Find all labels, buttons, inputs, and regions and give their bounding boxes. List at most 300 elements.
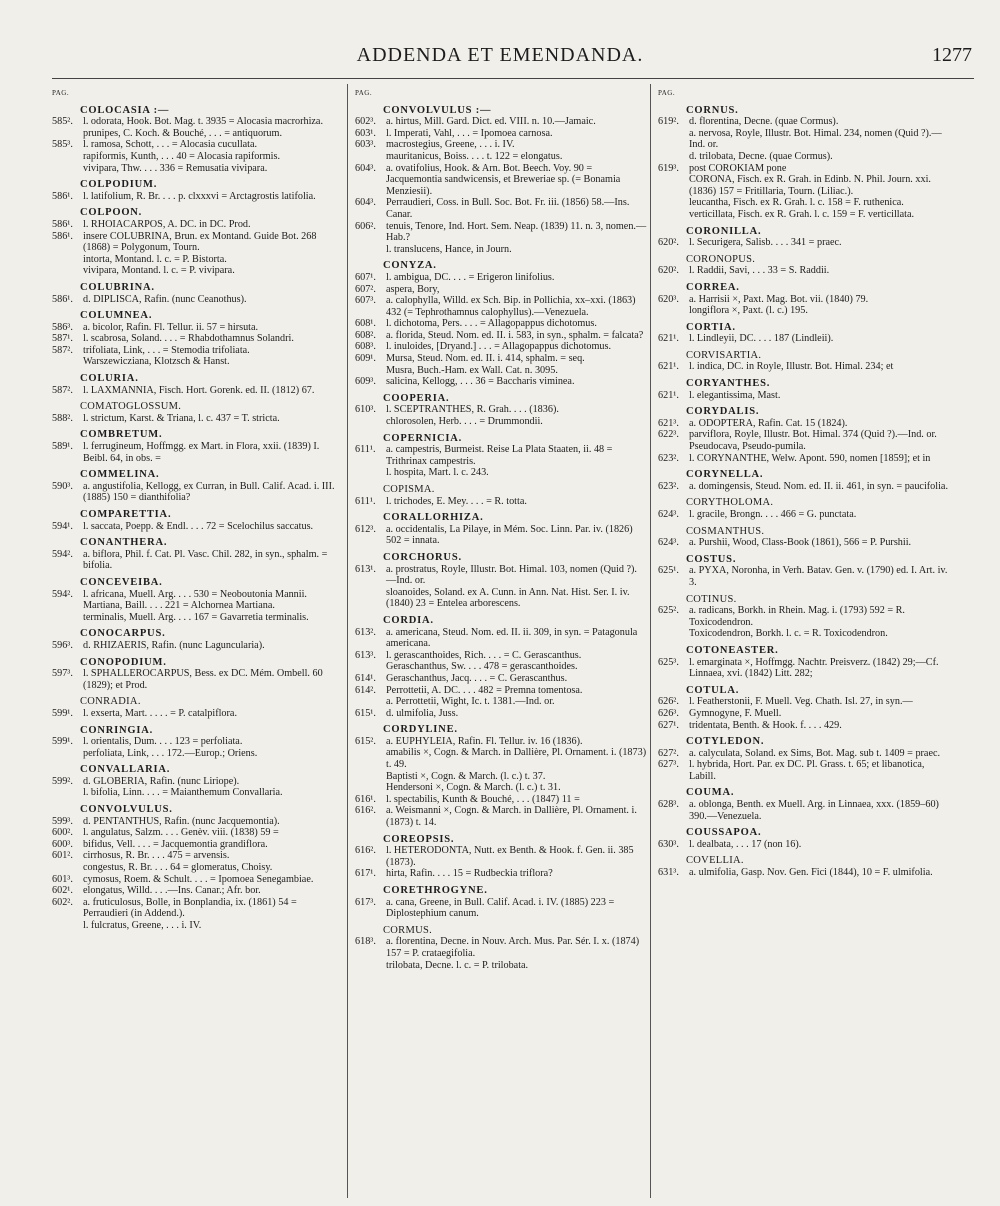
entry — [658, 237, 950, 249]
genus-heading: CORYNELLA. — [686, 469, 764, 481]
entry-text: a. angustifolia, Kellogg, ex Curran, in Bull. Calif. Acad. i. III. (1885) 150 = dianthifolia? — [83, 480, 335, 504]
entry-text: tenuis, Tenore, Ind. Hort. Sem. Neap. (1839) 11. n. 3, nomen.—Hab.? — [386, 220, 647, 244]
entry-text: amabilis ×, Cogn. & March. in Dallière, Pl. Ornament. i. (1873) t. 49. — [386, 747, 647, 771]
page-reference: 615². — [355, 735, 376, 747]
column-middle — [355, 88, 647, 1198]
entry — [52, 862, 344, 874]
genus-heading: COTONEASTER. — [686, 644, 779, 656]
entry — [355, 747, 647, 770]
page-reference: 623². — [658, 452, 679, 464]
entry-text: verticillata, Fisch. ex R. Grah. l. c. 159 = F. verticillata. — [689, 208, 915, 220]
entry-text: l. Securigera, Salisb. . . . 341 = praec. — [689, 237, 842, 249]
page-reference: 586¹. — [52, 293, 73, 305]
entry — [52, 521, 344, 533]
page-reference: 631³. — [658, 867, 679, 879]
entry-text: cymosus, Roem. & Schult. . . . = Ipomoea Senegambiae. — [83, 873, 314, 885]
entry — [355, 244, 647, 256]
page-reference — [355, 747, 386, 770]
entry — [52, 345, 344, 357]
entry — [355, 897, 647, 920]
entry — [355, 736, 647, 748]
entry — [52, 413, 344, 425]
entry — [355, 163, 647, 198]
page-reference: 602³. — [355, 116, 376, 128]
entry — [355, 661, 647, 673]
entry-text: a. PYXA, Noronha, in Verh. Batav. Gen. v. (1790) ed. I. Art. iv. 3. — [689, 565, 948, 588]
page-reference: 586¹. — [52, 190, 73, 202]
entry-text: bifidus, Vell. . . . = Jacquemontia grandiflora. — [83, 838, 268, 850]
entry — [355, 627, 647, 650]
entry — [658, 839, 950, 851]
genus-heading: COLURIA. — [80, 373, 139, 385]
genus-heading: COREOPSIS. — [383, 833, 455, 845]
page-reference: 620³. — [658, 293, 679, 305]
header-rule — [52, 78, 974, 79]
pag-label: PAG. — [355, 89, 373, 97]
page-reference: 608³. — [355, 341, 376, 353]
page-reference: 617¹. — [355, 868, 376, 880]
entry-text: a. ulmifolia, Gasp. Nov. Gen. Fici (1844), 10 = F. ulmifolia. — [689, 867, 933, 879]
entry — [658, 418, 950, 430]
genus-heading: CORVISARTIA. — [686, 349, 762, 361]
entry-text: l. hybrida, Hort. Par. ex DC. Pl. Grass. t. 65; et libanotica, Labill. — [689, 759, 925, 782]
entry-text: d. trilobata, Decne. (quae Cormus). — [689, 150, 833, 162]
page-header — [0, 44, 1000, 74]
entry — [658, 390, 950, 402]
entry-text: longiflora ×, Paxt. (l. c.) 195. — [689, 305, 808, 317]
page-reference: 607². — [355, 283, 376, 295]
page-reference — [52, 612, 83, 624]
page-reference — [658, 209, 689, 221]
entry-text: a. nervosa, Royle, Illustr. Bot. Himal. 234, nomen (Quid ?).—Ind. or. — [689, 127, 942, 151]
genus-heading: COOPERIA. — [383, 392, 450, 404]
entry — [52, 385, 344, 397]
page-reference: 625³. — [658, 656, 679, 668]
entry — [52, 294, 344, 306]
genus-heading: CORDIA. — [383, 614, 434, 626]
entry — [355, 845, 647, 868]
entry — [52, 441, 344, 464]
entry-text: a. Weismanni ×, Cogn. & March. in Dallière, Pl. Ornament. i. (1873) t. 14. — [386, 805, 637, 829]
entry-text: terminalis, Muell. Arg. . . . 167 = Gavarretia terminalis. — [83, 611, 309, 623]
entry-text: aspera, Bory, — [386, 283, 440, 295]
genus-heading: CORYDALIS. — [686, 406, 760, 418]
entry — [355, 221, 647, 244]
page-reference — [355, 244, 386, 256]
page-reference: 596³. — [52, 639, 73, 651]
page-reference — [52, 163, 83, 175]
entry — [355, 284, 647, 296]
entry — [658, 628, 950, 640]
page-reference: 586³. — [52, 321, 73, 333]
entry-text: l. bifolia, Linn. . . . = Maianthemum Convallaria. — [83, 787, 283, 799]
entry-text: Geraschanthus, Sw. . . . 478 = gerascanthoides. — [386, 661, 578, 673]
genus-heading: CORYTHOLOMA. — [686, 497, 774, 509]
entry — [355, 272, 647, 284]
page-reference — [52, 787, 83, 799]
entry-text: Geraschanthus, Jacq. . . . = C. Gerascanthus. — [386, 672, 568, 684]
entry — [52, 839, 344, 851]
entry-text: a. Perrottetii, Wight, Ic. t. 1381.—Ind. or. — [386, 696, 555, 708]
entry — [355, 467, 647, 479]
entry — [52, 920, 344, 932]
entry — [52, 356, 344, 368]
page-reference: 607¹. — [355, 271, 376, 283]
entry — [355, 353, 647, 365]
entry — [355, 295, 647, 318]
entry-text: d. PENTANTHUS, Rafin. (nunc Jacquemontia). — [83, 815, 280, 827]
entry-text: Mursa, Steud. Nom. ed. II. i. 414, sphalm. = seq. — [386, 353, 585, 365]
page-reference: 601². — [52, 850, 73, 862]
entry-text: l. exserta, Mart. . . . . = P. catalpiflora. — [83, 707, 237, 719]
entry-text: Gymnogyne, F. Muell. — [689, 707, 782, 719]
entry — [52, 897, 344, 920]
entry-text: l. translucens, Hance, in Journ. — [386, 243, 512, 255]
genus-heading: COTULA. — [686, 684, 740, 696]
entry — [52, 776, 344, 788]
page-reference: 599³. — [52, 815, 73, 827]
entry — [658, 151, 950, 163]
entry-text: a. Harrisii ×, Paxt. Mag. Bot. vii. (1840) 79. — [689, 293, 869, 305]
page-reference: 617³. — [355, 896, 376, 908]
entry — [355, 376, 647, 388]
entry-text: congestus, R. Br. . . . 64 = glomeratus, Choisy. — [83, 862, 273, 874]
genus-heading: CORDYLINE. — [383, 724, 458, 736]
page-reference: 604³. — [355, 162, 376, 174]
entry — [658, 265, 950, 277]
entry-text: l. SPHALLEROCARPUS, Bess. ex DC. Mém. Ombell. 60 (1829); et Prod. — [83, 668, 323, 691]
page-reference: 585³. — [52, 139, 73, 151]
entry-text: macrostegius, Greene, . . . i. IV. — [386, 139, 515, 151]
entry-text: l. Imperati, Vahl, . . . = Ipomoea carnosa. — [386, 127, 553, 139]
page-reference — [658, 151, 689, 163]
entry-text: Perrottetii, A. DC. . . . 482 = Premna tomentosa. — [386, 684, 583, 696]
entry — [52, 128, 344, 140]
entry-text: salicina, Kellogg, . . . 36 = Baccharis viminea. — [386, 376, 575, 388]
entry — [658, 453, 950, 465]
page-reference — [658, 197, 689, 209]
entry-text: l. angulatus, Salzm. . . . Genèv. viii. (1838) 59 = — [83, 827, 279, 839]
page-reference: 594². — [52, 588, 73, 600]
entry-text: a. americana, Steud. Nom. ed. II. ii. 309, in syn. = Patagonula americana. — [386, 626, 638, 650]
entry — [658, 481, 950, 493]
page-reference: 594¹. — [52, 520, 73, 532]
page-reference: 613³. — [355, 649, 376, 661]
page-reference: 589¹. — [52, 441, 73, 453]
entry-text: Martiana, Baill. . . . 221 = Alchornea Martiana. — [83, 600, 275, 612]
entry — [355, 564, 647, 587]
page-reference: 602². — [52, 896, 73, 908]
entry-text: a. ovatifolius, Hook. & Arn. Bot. Beech. Voy. 90 = Jacquemontia sandwicensis, et Breweriae sp. (= Bonamia Menziesii). — [386, 162, 621, 197]
entry — [658, 174, 950, 197]
genus-heading: CORONILLA. — [686, 225, 762, 237]
pag-label: PAG. — [658, 89, 676, 97]
page-reference: 603¹. — [355, 127, 376, 139]
entry — [658, 209, 950, 221]
entry-text: cirrhosus, R. Br. . . . 475 = arvensis. — [83, 850, 230, 862]
entry-text: l. LAXMANNIA, Fisch. Hort. Gorenk. ed. II. (1812) 67. — [83, 384, 315, 396]
column-divider — [347, 84, 348, 1198]
entry-text: l. HETERODONTA, Nutt. ex Benth. & Hook. f. Gen. ii. 385 (1873). — [386, 845, 634, 868]
entry-text: Pseudocava, Pseudo-pumila. — [689, 441, 806, 453]
entry — [658, 799, 950, 822]
entry — [355, 330, 647, 342]
entry-text: Toxicodendron, Borkh. l. c. = R. Toxicodendron. — [689, 628, 888, 640]
entry — [355, 341, 647, 353]
entry-text: a. florida, Steud. Nom. ed. II. i. 583, in syn., sphalm. = falcata? — [386, 329, 644, 341]
genus-heading: CORYANTHES. — [686, 378, 771, 390]
entry-text: intorta, Montand. l. c. = P. Bistorta. — [83, 253, 227, 265]
page-reference: 612³. — [355, 523, 376, 535]
entry-text: l. Raddii, Savi, . . . 33 = S. Raddii. — [689, 265, 830, 277]
genus-heading: COMMELINA. — [80, 469, 160, 481]
page-reference — [355, 771, 386, 783]
entry — [52, 322, 344, 334]
entry-text: a. calyculata, Soland. ex Sims, Bot. Mag. sub t. 1409 = praec. — [689, 747, 941, 759]
page-reference: 621¹. — [658, 333, 679, 345]
page-reference: 625². — [658, 605, 679, 617]
entry-text: Warszewicziana, Klotzsch & Hanst. — [83, 356, 230, 368]
entry — [355, 782, 647, 794]
entry — [52, 589, 344, 601]
page-reference: 604³. — [355, 197, 376, 209]
genus-heading: CONVALLARIA. — [80, 764, 171, 776]
entry — [658, 720, 950, 732]
genus-heading: CONYZA. — [383, 260, 437, 272]
page-reference: 587². — [52, 384, 73, 396]
entry-text: d. florentina, Decne. (quae Cormus). — [689, 116, 839, 128]
entry-text: l. fulcratus, Greene, . . . i. IV. — [83, 920, 202, 931]
entry — [355, 708, 647, 720]
entry-text: a. radicans, Borkh. in Rhein. Mag. i. (1793) 592 = R. Toxicodendron. — [689, 605, 905, 628]
entry — [52, 885, 344, 897]
entry-text: l. africana, Muell. Arg. . . . 530 = Neoboutonia Mannii. — [83, 588, 307, 600]
page-reference: 621¹. — [658, 389, 679, 401]
entry — [355, 794, 647, 806]
page-reference: 627¹. — [658, 719, 679, 731]
entry — [658, 197, 950, 209]
entry — [355, 960, 647, 972]
entry — [658, 429, 950, 441]
page-reference: 606². — [355, 220, 376, 232]
genus-heading: CORREA. — [686, 281, 740, 293]
page-reference — [52, 151, 83, 163]
entry-text: tridentata, Benth. & Hook. f. . . . 429. — [689, 719, 842, 731]
genus-heading: COVELLIA. — [686, 855, 744, 867]
entry — [658, 294, 950, 306]
entry — [658, 116, 950, 128]
page-reference: 613¹. — [355, 563, 376, 575]
page-reference: 619³. — [658, 162, 679, 174]
entry-text: l. ambigua, DC. . . . = Erigeron linifolius. — [386, 271, 555, 283]
page-reference — [52, 748, 83, 760]
entry-text: l. emarginata ×, Hoffmgg. Nachtr. Preisverz. (1842) 29;—Cf. Linnaea, xvi. (1842) Litt. 282; — [689, 656, 939, 680]
genus-heading: COMPARETTIA. — [80, 509, 172, 520]
entry — [658, 537, 950, 549]
entry-text: l. ferrugineum, Hoffmgg. ex Mart. in Flora, xxii. (1839) I. Beibl. 64, in obs. = — [83, 441, 320, 464]
page-reference — [52, 600, 83, 612]
entry — [658, 565, 950, 588]
entry-text: l. strictum, Karst. & Triana, l. c. 437 = T. stricta. — [83, 412, 280, 424]
page-reference — [52, 265, 83, 277]
entry-text: l. SCEPTRANTHES, R. Grah. . . . (1836). — [386, 404, 559, 416]
entry-text: rapiformis, Kunth, . . . 40 = Alocasia rapiformis. — [83, 150, 281, 162]
entry-text: l. dichotoma, Pers. . . . = Allagopappus dichotomus. — [386, 318, 597, 330]
entry-text: prunipes, C. Koch. & Bouché, . . . = antiquorum. — [83, 127, 282, 139]
page-reference — [52, 862, 83, 874]
genus-heading: COTYLEDON. — [686, 736, 765, 748]
entry — [52, 163, 344, 175]
page-reference: 585². — [52, 116, 73, 128]
page-reference — [355, 467, 386, 479]
entry-text: trilobata, Decne. l. c. = P. trilobata. — [386, 959, 529, 971]
page-reference: 620². — [658, 265, 679, 277]
entry — [658, 333, 950, 345]
page-reference: 611¹. — [355, 444, 376, 456]
entry — [355, 416, 647, 428]
entry-text: a. occidentalis, La Pilaye, in Mém. Soc. Linn. Par. iv. (1826) 502 = innata. — [386, 523, 633, 547]
genus-heading: CONRINGIA. — [80, 724, 154, 736]
entry — [52, 827, 344, 839]
entry-text: l. Featherstonii, F. Muell. Veg. Chath. Isl. 27, in syn.— — [689, 696, 913, 708]
entry-text: d. ulmifolia, Juss. — [386, 707, 459, 719]
entry — [355, 151, 647, 163]
entry-text: a. ODOPTERA, Rafin. Cat. 15 (1824). — [689, 417, 848, 429]
page-reference: 587². — [52, 344, 73, 356]
entry — [355, 128, 647, 140]
genus-heading: COUSSAPOA. — [686, 827, 762, 839]
entry-text: trifoliata, Link, . . . = Stemodia trifoliata. — [83, 344, 250, 356]
entry — [52, 850, 344, 862]
genus-heading: CONVOLVULUS. — [80, 804, 173, 816]
page-reference: 626². — [658, 696, 679, 708]
entry — [52, 612, 344, 624]
entry — [52, 333, 344, 345]
entry-text: l. trichodes, E. Mey. . . . = R. totta. — [386, 495, 527, 507]
page-reference: 608². — [355, 329, 376, 341]
entry-text: l. ramosa, Schott, . . . = Alocasia cucullata. — [83, 139, 258, 151]
page-reference: 590³. — [52, 480, 73, 492]
page-reference: 597³. — [52, 668, 73, 680]
entry-text: a. bicolor, Rafin. Fl. Tellur. ii. 57 = hirsuta. — [83, 321, 259, 333]
entry — [52, 219, 344, 231]
entry-text: l. Lindleyii, DC. . . . 187 (Lindleii). — [689, 333, 834, 345]
genus-heading: CONCEVEIBA. — [80, 576, 163, 588]
entry-text: l. inuloides, [Dryand.] . . . = Allagopappus dichotomus. — [386, 341, 612, 353]
page-reference: 587¹. — [52, 333, 73, 345]
entry-text: l. orientalis, Dum. . . . 123 = perfoliata. — [83, 736, 243, 748]
page-reference — [658, 128, 689, 151]
page-reference — [52, 254, 83, 266]
entry-text: Hendersoni ×, Cogn. & March. (l. c.) t. 31. — [386, 782, 561, 794]
page-reference: 613². — [355, 626, 376, 638]
page-reference: 603³. — [355, 139, 376, 151]
entry-text: a. fruticulosus, Bolle, in Bonplandia, ix. (1861) 54 = Perraudieri (in Addend.). — [83, 896, 297, 920]
entry — [52, 231, 344, 254]
entry-text: post COROKIAM pone — [689, 162, 787, 174]
page-reference: 624³. — [658, 509, 679, 520]
entry-text: elongatus, Willd. . . .—Ins. Canar.; Afr. bor. — [83, 885, 261, 897]
page-reference: 599¹. — [52, 736, 73, 748]
entry — [52, 874, 344, 886]
entry-text: vivipara, Thw. . . . 336 = Remusatia vivipara. — [83, 162, 268, 174]
genus-heading: COLUMNEA. — [80, 310, 153, 322]
page-reference — [355, 151, 386, 163]
page-reference: 594². — [52, 548, 73, 560]
page-reference: 608¹. — [355, 318, 376, 330]
entry — [355, 444, 647, 467]
entry — [658, 867, 950, 879]
page-reference — [355, 696, 386, 708]
entry — [355, 404, 647, 416]
page-reference: 620². — [658, 237, 679, 249]
entry-text: a. hirtus, Mill. Gard. Dict. ed. VIII. n. 10.—Jamaic. — [386, 116, 596, 128]
page-reference: 602¹. — [52, 885, 73, 897]
page-reference: 626³. — [658, 707, 679, 719]
page-reference: 609³. — [355, 376, 376, 388]
entry-text: l. gerascanthoides, Rich. . . . = C. Gerascanthus. — [386, 649, 582, 661]
page-reference: 618³. — [355, 936, 376, 948]
entry — [355, 318, 647, 330]
entry-text: l. gracile, Brongn. . . . 466 = G. punctata. — [689, 509, 857, 520]
entry — [52, 668, 344, 691]
entry-text: l. saccata, Poepp. & Endl. . . . 72 = Scelochilus saccatus. — [83, 520, 314, 532]
entry-text: a. biflora, Phil. f. Cat. Pl. Vasc. Chil. 282, in syn., sphalm. = bifolia. — [83, 548, 328, 572]
genus-heading: COLPODIUM. — [80, 179, 158, 191]
pag-label: PAG. — [52, 89, 70, 97]
page-reference: 623². — [658, 480, 679, 492]
page-reference — [355, 587, 386, 610]
entry-text: l. latifolium, R. Br. . . . p. clxxxvi = Arctagrostis latifolia. — [83, 190, 316, 202]
page-reference: 615¹. — [355, 707, 376, 719]
entry-text: insere COLUBRINA, Brun. ex Montand. Guide Bot. 268 (1868) = Polygonum, Tourn. — [83, 230, 317, 254]
page-reference: 630³. — [658, 838, 679, 850]
entry-text: l. spectabilis, Kunth & Bouché, . . . (1847) 11 = — [386, 793, 580, 805]
page-reference — [355, 782, 386, 794]
entry — [658, 748, 950, 760]
entry — [355, 139, 647, 151]
page-reference: 616². — [355, 845, 376, 857]
entry-text: perfoliata, Link, . . . 172.—Europ.; Oriens. — [83, 747, 258, 759]
page-reference: 616¹. — [355, 793, 376, 805]
page-reference: 624³. — [658, 537, 679, 549]
entry — [658, 696, 950, 708]
page-reference: 627³. — [658, 759, 679, 771]
page-reference: 600³. — [52, 838, 73, 850]
column-right — [658, 88, 950, 1198]
genus-heading: COPERNICIA. — [383, 432, 463, 444]
genus-heading: COPISMA. — [383, 484, 435, 495]
genus-heading: COSMANTHUS. — [686, 525, 765, 537]
entry — [52, 549, 344, 572]
page-reference — [52, 356, 83, 368]
entry — [52, 265, 344, 277]
page-reference: 599¹. — [52, 707, 73, 719]
page-reference: 611¹. — [355, 495, 376, 507]
entry — [658, 441, 950, 453]
genus-heading: CORONOPUS. — [686, 253, 756, 265]
genus-heading: CONOPODIUM. — [80, 656, 167, 668]
page-reference: 588². — [52, 412, 73, 424]
page-reference: 627². — [658, 747, 679, 759]
entry-text: a. calophylla, Willd. ex Sch. Bip. in Pollichia, xx–xxi. (1863) 432 (= Tephrothamnus calophyllus).—Venezuela. — [386, 295, 636, 318]
entry-text: a. oblonga, Benth. ex Muell. Arg. in Linnaea, xxx. (1859–60) 390.—Venezuela. — [689, 799, 939, 822]
entry-text: a. domingensis, Steud. Nom. ed. II. ii. 461, in syn. = paucifolia. — [689, 480, 948, 492]
entry-text: leucantha, Fisch. ex R. Grah. l. c. 158 = F. ruthenica. — [689, 197, 904, 209]
page-reference: 621³. — [658, 417, 679, 429]
entry — [355, 673, 647, 685]
entry-text: l. dealbata, . . . 17 (non 16). — [689, 838, 802, 850]
